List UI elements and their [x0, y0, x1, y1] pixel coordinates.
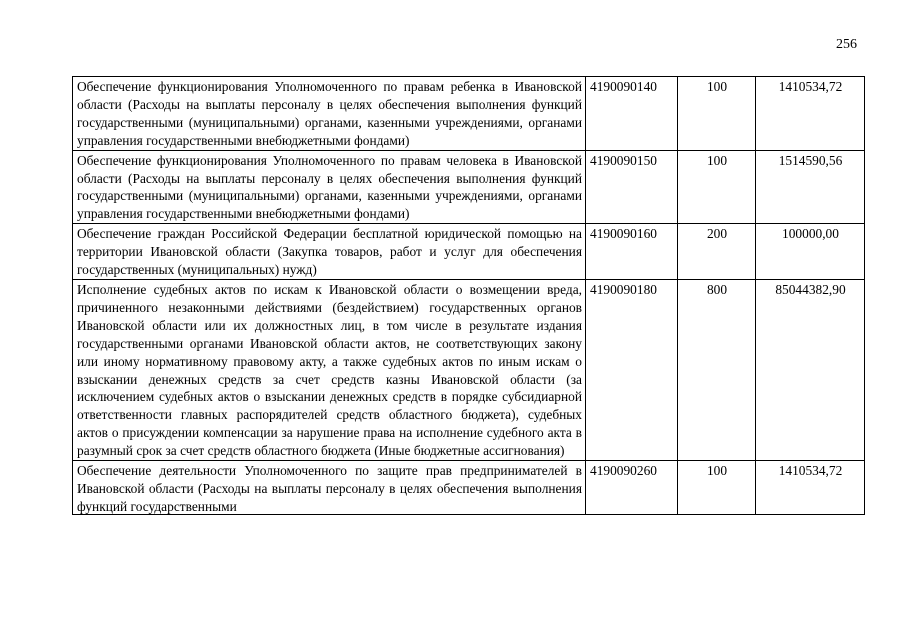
row-target-code: 4190090180: [586, 279, 678, 460]
row-target-code: 4190090260: [586, 461, 678, 515]
row-target-code: 4190090160: [586, 224, 678, 280]
table-row: [73, 279, 865, 460]
table-row: [73, 224, 865, 280]
row-description-cell: [73, 461, 586, 515]
row-expense-type: 100: [678, 77, 756, 151]
row-expense-type: 200: [678, 224, 756, 280]
row-amount: 1410534,72: [756, 461, 865, 515]
row-description: Обеспечение функционирования Уполномоченного по правам ребенка в Ивановской области (Расходы на выплаты персоналу в целях обеспечения выполнения функций государственными (муниципальными) органами, казенными учреждениями, органами управления государственными внебюджетными фондами): [73, 77, 586, 151]
row-amount: 1410534,72: [756, 77, 865, 151]
row-expense-type: 800: [678, 279, 756, 460]
table-row: [73, 77, 865, 151]
budget-table: [72, 76, 865, 515]
row-expense-type: 100: [678, 150, 756, 224]
row-description: Обеспечение граждан Российской Федерации бесплатной юридической помощью на территории Ивановской области (Закупка товаров, работ и услуг для обеспечения государственных (муниципальных) нужд): [73, 224, 586, 280]
row-amount: 100000,00: [756, 224, 865, 280]
row-expense-type: 100: [678, 461, 756, 515]
row-description: Обеспечение деятельности Уполномоченного по защите прав предпринимателей в Ивановской области (Расходы на выплаты персоналу в целях обеспечения выполнения функций государственными: [77, 463, 582, 514]
table-row: [73, 461, 865, 515]
row-amount: 1514590,56: [756, 150, 865, 224]
row-target-code: 4190090140: [586, 77, 678, 151]
page-number: 256: [836, 37, 857, 52]
row-description: Исполнение судебных актов по искам к Ивановской области о возмещении вреда, причиненного незаконными действиями (бездействием) государственных органов Ивановской области или их должностных лиц, в том числе в результате издания государственными органами Ивановской области актов, не соответствующих закону или иному нормативному правовому акту, а также судебных актов по иным искам о взыскании денежных средств за счет средств казны Ивановской области (за исключением судебных актов о взыскании денежных средств в порядке субсидиарной ответственности главных распорядителей средств областного бюджета), судебных актов о присуждении компенсации за нарушение права на исполнение судебного акта в разумный срок за счет средств областного бюджета (Иные бюджетные ассигнования): [73, 279, 586, 460]
row-target-code: 4190090150: [586, 150, 678, 224]
table-row: [73, 150, 865, 224]
row-description: Обеспечение функционирования Уполномоченного по правам человека в Ивановской области (Расходы на выплаты персоналу в целях обеспечения выполнения функций государственными (муниципальными) органами, казенными учреждениями, органами управления государственными внебюджетными фондами): [73, 150, 586, 224]
row-amount: 85044382,90: [756, 279, 865, 460]
